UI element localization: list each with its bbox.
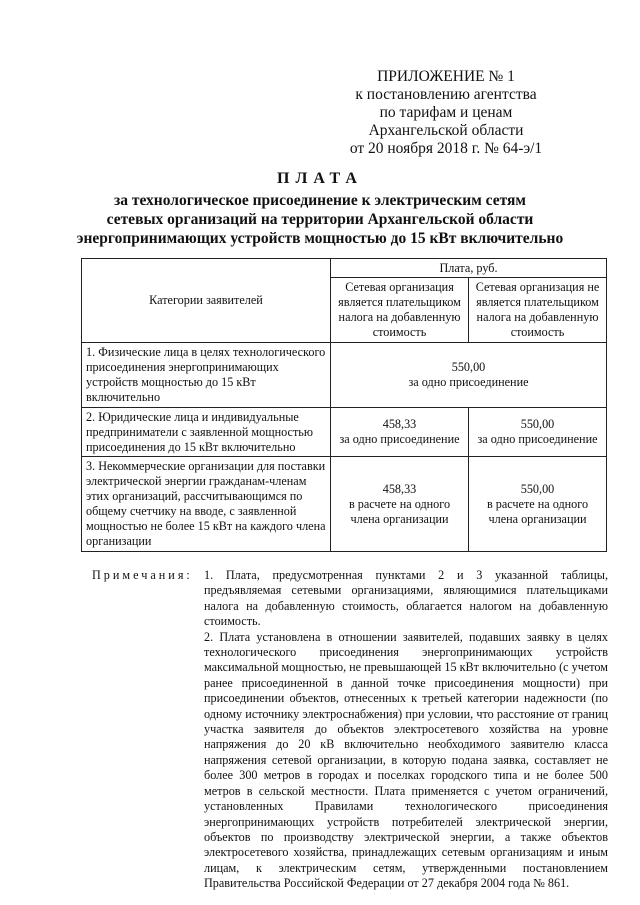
subtitle-line: сетевых организаций на территории Архангельской области [106, 211, 534, 228]
fee-merged-cell [331, 343, 607, 408]
fee-value: 458,33 [382, 417, 417, 431]
fee-unit: в расчете на одного члена организации [486, 496, 589, 526]
notes-body [204, 568, 608, 892]
fee-unit: за одно присоединение [477, 432, 598, 446]
fee-non-vat-cell [469, 457, 607, 552]
fee-unit: в расчете на одного члена организации [348, 496, 451, 526]
fee-value: 458,33 [382, 481, 417, 496]
appendix-line: к постановлению агентства [355, 86, 537, 103]
header-non-vat-payer-cell: Сетевая организация не является плательщиком налога на добавленную стоимость [469, 278, 607, 343]
tariff-table [81, 258, 607, 552]
subtitle-line: за технологическое присоединение к электрическим сетям [114, 192, 526, 209]
fee-value: 550,00 [520, 417, 555, 431]
appendix-title: ПРИЛОЖЕНИЕ № 1 [377, 68, 515, 85]
fee-value: 550,00 [520, 481, 555, 496]
fee-value: 550,00 [451, 360, 486, 374]
table-header-row [82, 259, 607, 278]
document-subtitle [0, 191, 640, 248]
fee-vat-cell [331, 457, 469, 552]
fee-unit: за одно присоединение [339, 432, 460, 446]
table-row [82, 457, 607, 552]
fee-non-vat-cell [469, 408, 607, 457]
appendix-date-line: от 20 ноября 2018 г. № 64-э/1 [349, 140, 543, 157]
subtitle-line: энергопринимающих устройств мощностью до 15 кВт включительно [76, 230, 564, 247]
document-title: ПЛАТА [277, 170, 363, 187]
appendix-header [346, 68, 546, 158]
fee-vat-cell [331, 408, 469, 457]
category-cell: 2. Юридические лица и индивидуальные предприниматели с заявленной мощностью присоединения до 15 кВт включительно [82, 408, 331, 457]
table-row [82, 343, 607, 408]
appendix-line: по тарифам и ценам [379, 104, 513, 121]
notes-label: Примечания: [92, 568, 193, 582]
header-category-cell: Категории заявителей [82, 259, 331, 343]
category-cell: 1. Физические лица в целях технологического присоединения энергопринимающих устройств мощностью до 15 кВт включительно [82, 343, 331, 408]
header-fee-cell: Плата, руб. [331, 259, 607, 278]
category-cell: 3. Некоммерческие организации для поставки электрической энергии гражданам-членам этих организаций, рассчитывающимся по общему счетчику на вводе, с заявленной мощностью не более 15 кВт на каждого члена организации [82, 457, 331, 552]
header-vat-payer-cell: Сетевая организация является плательщиком налога на добавленную стоимость [331, 278, 469, 343]
fee-unit: за одно присоединение [408, 375, 529, 389]
note-item: 1. Плата, предусмотренная пунктами 2 и 3 указанной таблицы, предъявляемая сетевыми организациями, являющимися плательщиками налога на добавленную стоимость, облагается налогом на добавленную стоимость. [204, 568, 608, 629]
note-item: 2. Плата установлена в отношении заявителей, подавших заявку в целях технологического присоединения энергопринимающих устройств максимальной мощностью, не превышающей 15 кВт включительно (с учетом ранее присоединенной в данной точке присоединения мощности) при присоединении объектов, отнесенных к третьей категории надежности (по одному источнику электроснабжения) при условии, что расстояние от границ участка заявителя до объектов электросетевого хозяйства на уровне напряжения до 20 кВ включительно необходимого заявителю класса напряжения сетевой организации, в которую подана заявка, составляет не более 300 метров в городах и поселках городского типа и не более 500 метров в сельской местности. Плата применяется с учетом ограничений, установленных Правилами технологического присоединения энергопринимающих устройств потребителей электрической энергии, объектов по производству электрической энергии, а также объектов электросетевого хозяйства, принадлежащих сетевым организациям и иным лицам, к электрическим сетям, утвержденными постановлением Правительства Российской Федерации от 27 декабря 2004 года № 861. [204, 629, 609, 891]
table-row [82, 408, 607, 457]
appendix-line: Архангельской области [368, 122, 524, 139]
